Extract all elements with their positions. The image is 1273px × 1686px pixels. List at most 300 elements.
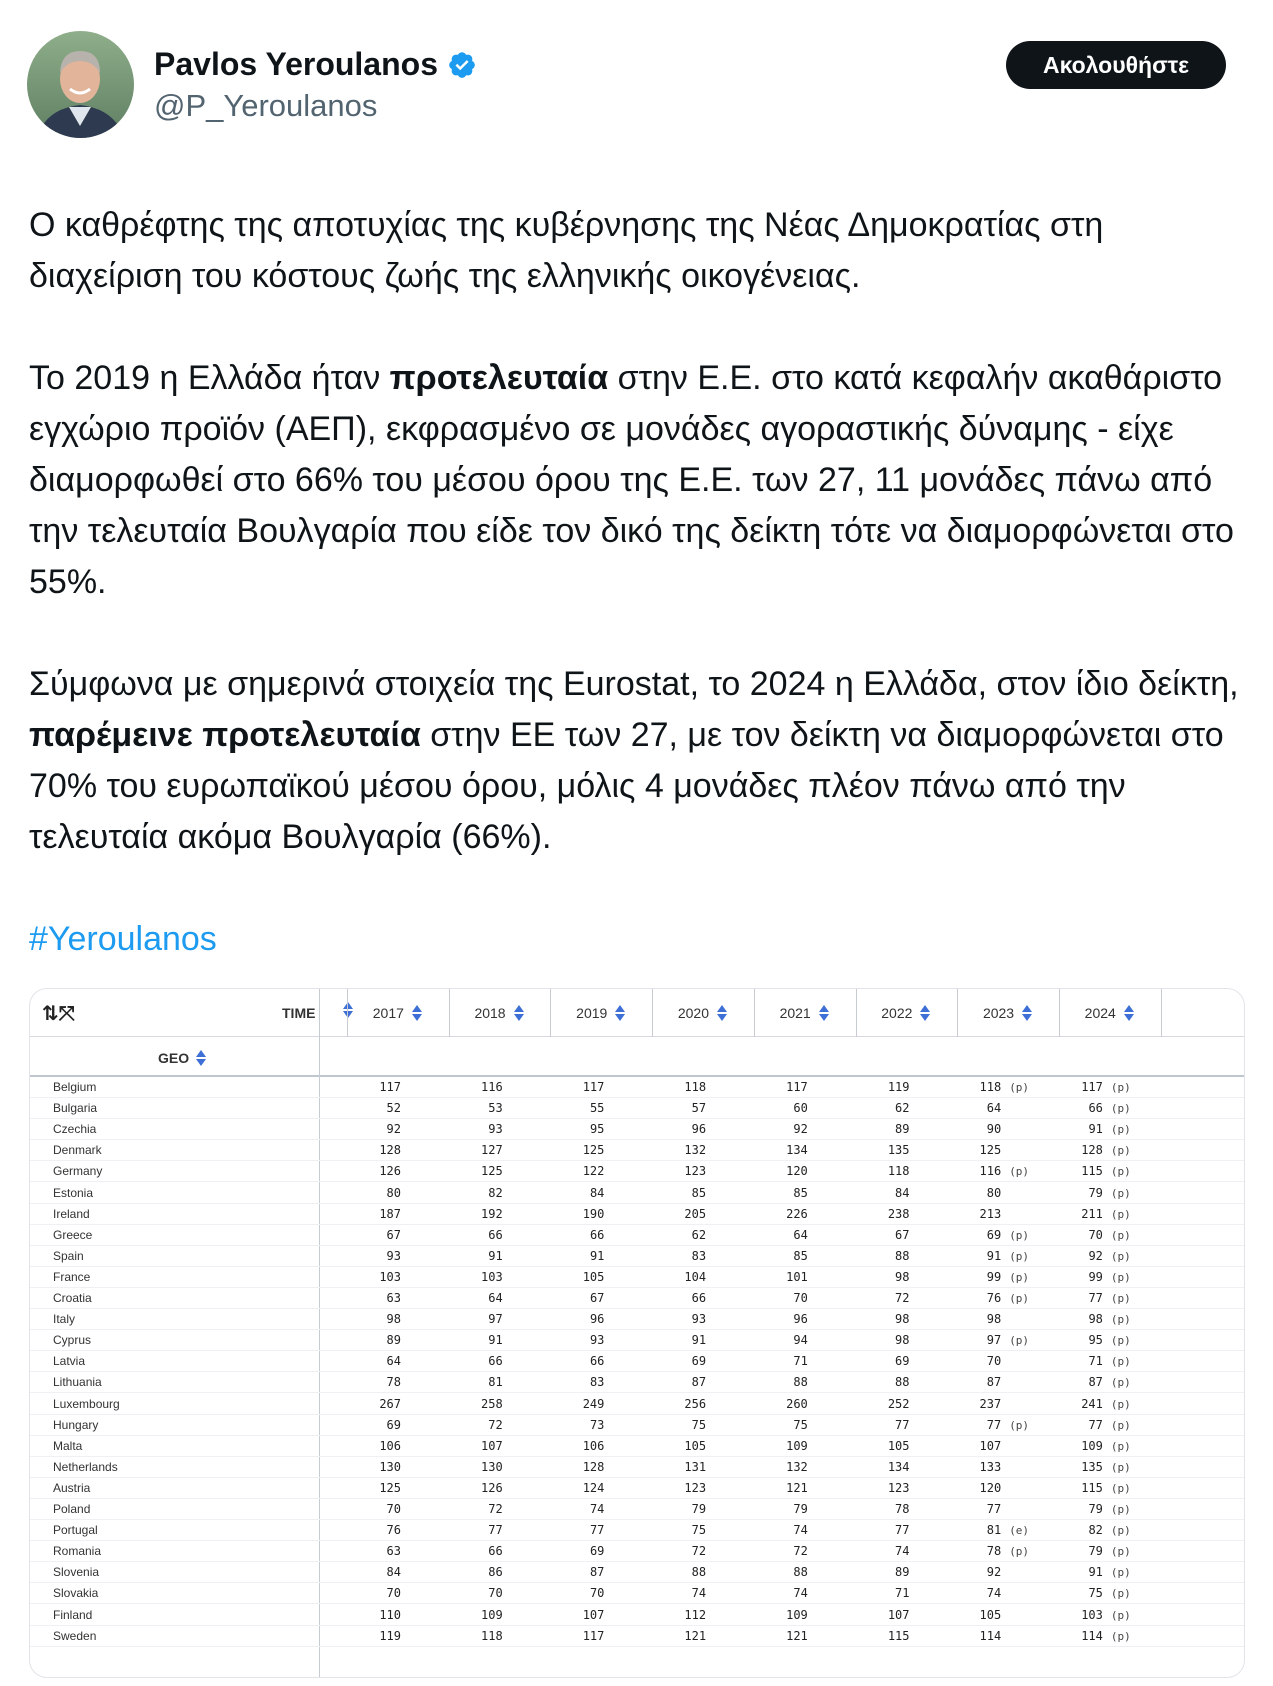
table-row xyxy=(30,1415,1245,1436)
table-cell-value: 241 xyxy=(1081,1396,1103,1411)
table-row xyxy=(30,1499,1245,1520)
table-cell-value: 74 xyxy=(793,1523,808,1538)
country-name: Slovakia xyxy=(53,1586,99,1601)
table-cell-flag: (p) xyxy=(1110,1481,1131,1495)
country-name: Cyprus xyxy=(53,1333,92,1348)
table-cell-flag: (p) xyxy=(1110,1587,1131,1601)
table-cell-value: 97 xyxy=(488,1312,503,1327)
table-row xyxy=(30,1204,1245,1225)
table-cell-value: 117 xyxy=(582,1080,605,1094)
sort-arrows-icon[interactable] xyxy=(614,1004,626,1022)
table-row xyxy=(30,1457,1245,1478)
table-cell-value: 64 xyxy=(488,1291,503,1305)
table-cell-value: 93 xyxy=(691,1312,707,1327)
table-cell-value: 74 xyxy=(895,1544,910,1559)
table-row xyxy=(30,1351,1245,1372)
table-cell-value: 64 xyxy=(793,1227,808,1242)
eurostat-table[interactable] xyxy=(29,988,1245,1678)
table-cell-value: 66 xyxy=(1088,1101,1103,1116)
sort-arrows-icon[interactable] xyxy=(1123,1004,1135,1022)
geo-label-text: GEO xyxy=(158,1050,190,1066)
table-cell-value: 64 xyxy=(986,1101,1002,1116)
table-cell-value: 75 xyxy=(1088,1586,1103,1601)
table-cell-value: 72 xyxy=(488,1502,503,1516)
table-cell-value: 125 xyxy=(379,1480,401,1495)
table-cell-flag: (p) xyxy=(1110,1102,1131,1116)
sort-arrows-icon[interactable] xyxy=(513,1004,525,1022)
country-name: Sweden xyxy=(53,1628,97,1643)
table-row xyxy=(30,1225,1245,1246)
table-cell-value: 79 xyxy=(1088,1544,1103,1559)
table-cell-value: 130 xyxy=(481,1459,503,1474)
table-cell-value: 85 xyxy=(691,1185,707,1200)
table-row xyxy=(30,1309,1245,1330)
table-cell-value: 125 xyxy=(582,1143,605,1158)
column-divider xyxy=(347,989,348,1037)
table-cell-value: 192 xyxy=(481,1206,503,1221)
table-cell-value: 67 xyxy=(589,1291,605,1305)
sort-arrows-icon[interactable] xyxy=(1021,1004,1033,1022)
table-cell-value: 77 xyxy=(895,1417,910,1432)
table-cell-value: 114 xyxy=(979,1628,1002,1643)
sort-arrows-icon[interactable] xyxy=(411,1004,423,1022)
table-cell-value: 118 xyxy=(979,1080,1002,1094)
tweet-text-span: στην ΕΕ των 27, με τον δείκτη να διαμορφώνεται στο 70% του ευρωπαϊκού μέσου όρου, μόλις 4 μονάδες πλέον πάνω από την τελευταία ακόμα Βουλγαρία (66%). xyxy=(29,716,1224,856)
table-cell-value: 92 xyxy=(793,1122,808,1137)
table-cell-value: 88 xyxy=(691,1565,707,1580)
sort-arrows-icon[interactable] xyxy=(818,1004,830,1022)
table-cell-value: 119 xyxy=(379,1628,401,1643)
table-cell-value: 75 xyxy=(793,1417,808,1432)
table-cell-value: 116 xyxy=(481,1080,503,1094)
table-row xyxy=(30,1183,1245,1204)
table-cell-value: 83 xyxy=(589,1375,605,1390)
table-cell-value: 81 xyxy=(986,1523,1002,1538)
table-cell-value: 117 xyxy=(1081,1080,1103,1094)
year-header[interactable] xyxy=(652,989,754,1037)
table-cell-value: 105 xyxy=(582,1269,605,1284)
table-row xyxy=(30,1140,1245,1161)
table-cell-value: 132 xyxy=(684,1143,707,1158)
table-cell-value: 110 xyxy=(379,1607,401,1622)
table-cell-value: 75 xyxy=(691,1417,707,1432)
table-cell-value: 190 xyxy=(582,1206,605,1221)
table-cell-value: 87 xyxy=(589,1565,605,1580)
table-cell-value: 92 xyxy=(386,1122,401,1137)
table-cell-value: 120 xyxy=(786,1164,808,1179)
table-cell-value: 83 xyxy=(691,1248,707,1263)
table-cell-value: 107 xyxy=(887,1607,910,1622)
table-cell-flag: (p) xyxy=(1110,1207,1131,1221)
table-cell-value: 70 xyxy=(488,1586,503,1601)
table-cell-value: 260 xyxy=(786,1396,808,1411)
table-cell-value: 89 xyxy=(895,1122,910,1137)
table-cell-value: 103 xyxy=(1081,1607,1103,1622)
hashtag-link[interactable]: #Yeroulanos xyxy=(29,920,217,958)
table-cell-value: 213 xyxy=(979,1206,1002,1221)
table-cell-value: 238 xyxy=(887,1206,910,1221)
table-cell-value: 91 xyxy=(589,1248,605,1263)
year-header[interactable] xyxy=(347,989,449,1037)
table-cell-value: 79 xyxy=(691,1502,707,1516)
table-cell-value: 94 xyxy=(793,1333,808,1348)
table-cell-value: 121 xyxy=(786,1628,808,1643)
table-cell-value: 62 xyxy=(895,1101,910,1116)
table-cell-value: 134 xyxy=(887,1459,910,1474)
year-label: 2024 xyxy=(1084,1005,1116,1021)
country-name: Romania xyxy=(53,1544,102,1559)
table-cell-value: 98 xyxy=(1088,1312,1103,1327)
table-cell-flag: (p) xyxy=(1110,1313,1131,1327)
table-cell-value: 118 xyxy=(481,1628,503,1643)
verified-badge-icon xyxy=(447,50,477,80)
table-cell-value: 103 xyxy=(481,1269,503,1284)
table-cell-value: 124 xyxy=(582,1480,605,1495)
table-cell-value: 96 xyxy=(589,1312,605,1327)
tweet-text-span: στην Ε.Ε. στο κατά κεφαλήν ακαθάριστο εγχώριο προϊόν (ΑΕΠ), εκφρασμένο σε μονάδες αγοραστικής δύναμης - είχε διαμορφωθεί στο 66% του μέσου όρου της Ε.Ε. των 27, 11 μονάδες πάνω από την τελευταία Βουλγαρία που είδε τον δικό της δείκτη τότε να διαμορφώνεται στο 55%. xyxy=(29,359,1234,601)
year-header[interactable] xyxy=(754,989,856,1037)
table-cell-value: 117 xyxy=(786,1080,808,1094)
country-name: Croatia xyxy=(53,1291,92,1305)
year-header[interactable] xyxy=(449,989,551,1037)
table-cell-value: 71 xyxy=(1088,1354,1103,1369)
table-cell-value: 92 xyxy=(1088,1248,1103,1263)
table-cell-value: 258 xyxy=(481,1396,503,1411)
table-cell-flag: (p) xyxy=(1009,1249,1030,1263)
table-cell-value: 125 xyxy=(481,1164,503,1179)
table-cell-value: 106 xyxy=(582,1438,605,1453)
table-cell-value: 237 xyxy=(979,1396,1002,1411)
table-cell-value: 109 xyxy=(786,1607,808,1622)
country-name: Luxembourg xyxy=(53,1396,120,1411)
table-cell-value: 67 xyxy=(386,1227,401,1242)
table-cell-value: 91 xyxy=(986,1248,1002,1263)
table-cell-value: 130 xyxy=(379,1459,401,1474)
table-cell-value: 101 xyxy=(786,1269,808,1284)
country-name: Finland xyxy=(53,1607,93,1622)
country-name: Spain xyxy=(53,1248,84,1263)
table-cell-value: 70 xyxy=(386,1586,401,1601)
table-cell-value: 66 xyxy=(691,1291,707,1305)
table-row xyxy=(30,1626,1245,1647)
year-header[interactable] xyxy=(550,989,652,1037)
table-cell-value: 135 xyxy=(887,1143,910,1158)
table-cell-value: 96 xyxy=(793,1312,808,1327)
table-cell-value: 72 xyxy=(895,1291,910,1305)
table-cell-value: 88 xyxy=(793,1565,808,1580)
table-cell-value: 70 xyxy=(1088,1227,1103,1242)
table-cell-value: 106 xyxy=(379,1438,401,1453)
table-cell-value: 98 xyxy=(895,1269,910,1284)
table-cell-value: 117 xyxy=(379,1080,401,1094)
table-cell-flag: (p) xyxy=(1009,1165,1030,1179)
table-cell-value: 96 xyxy=(691,1122,707,1137)
geo-header xyxy=(30,1037,1245,1077)
table-cell-value: 80 xyxy=(986,1185,1002,1200)
country-name: Poland xyxy=(53,1502,91,1516)
table-cell-value: 91 xyxy=(1088,1565,1103,1580)
table-cell-flag: (p) xyxy=(1110,1418,1131,1432)
geo-label[interactable] xyxy=(158,1049,207,1067)
table-row xyxy=(30,1161,1245,1182)
sort-arrows-icon[interactable] xyxy=(716,1004,728,1022)
table-row xyxy=(30,1541,1245,1562)
table-cell-value: 252 xyxy=(887,1396,910,1411)
table-row xyxy=(30,1520,1245,1541)
table-cell-value: 82 xyxy=(488,1185,503,1200)
table-cell-value: 81 xyxy=(488,1375,503,1390)
table-cell-value: 77 xyxy=(589,1523,605,1538)
table-cell-flag: (p) xyxy=(1110,1334,1131,1348)
table-cell-value: 226 xyxy=(786,1206,808,1221)
country-name: Slovenia xyxy=(53,1565,100,1580)
table-cell-value: 91 xyxy=(488,1333,503,1348)
table-cell-value: 74 xyxy=(986,1586,1002,1601)
table-cell-flag: (p) xyxy=(1009,1334,1030,1348)
table-cell-value: 55 xyxy=(589,1101,605,1116)
table-cell-flag: (p) xyxy=(1110,1397,1131,1411)
country-name: Ireland xyxy=(53,1206,90,1221)
table-cell-value: 109 xyxy=(786,1438,808,1453)
table-cell-value: 115 xyxy=(1081,1480,1103,1495)
country-name: Denmark xyxy=(53,1143,102,1158)
table-cell-value: 79 xyxy=(793,1502,808,1516)
table-cell-value: 78 xyxy=(386,1375,401,1390)
table-cell-value: 187 xyxy=(379,1206,401,1221)
table-cell-value: 135 xyxy=(1081,1459,1103,1474)
avatar[interactable] xyxy=(27,31,134,138)
table-cell-flag: (p) xyxy=(1009,1270,1030,1284)
table-cell-value: 84 xyxy=(895,1185,910,1200)
table-cell-value: 57 xyxy=(691,1101,707,1116)
table-cell-value: 79 xyxy=(1088,1185,1103,1200)
table-cell-value: 76 xyxy=(986,1291,1002,1305)
table-cell-value: 109 xyxy=(1081,1438,1103,1453)
table-cell-value: 107 xyxy=(582,1607,605,1622)
table-cell-value: 256 xyxy=(684,1396,707,1411)
table-cell-value: 249 xyxy=(582,1396,605,1411)
country-name: Lithuania xyxy=(53,1375,102,1390)
table-cell-flag: (p) xyxy=(1110,1376,1131,1390)
table-cell-value: 74 xyxy=(691,1586,707,1601)
sort-swap-icon[interactable]: ⇅⤧ xyxy=(42,1003,75,1025)
table-cell-value: 114 xyxy=(1081,1628,1103,1643)
table-cell-value: 88 xyxy=(895,1375,910,1390)
table-cell-value: 85 xyxy=(793,1185,808,1200)
table-cell-value: 69 xyxy=(691,1354,707,1369)
table-cell-flag: (p) xyxy=(1110,1165,1131,1179)
table-cell-value: 91 xyxy=(488,1248,503,1263)
table-cell-value: 62 xyxy=(691,1227,707,1242)
table-row xyxy=(30,1562,1245,1583)
table-row xyxy=(30,1119,1245,1140)
table-cell-value: 92 xyxy=(986,1565,1002,1580)
table-cell-value: 66 xyxy=(488,1544,503,1559)
year-header[interactable] xyxy=(856,989,958,1037)
year-label: 2023 xyxy=(982,1005,1015,1021)
table-cell-value: 105 xyxy=(979,1607,1002,1622)
table-cell-value: 133 xyxy=(979,1459,1002,1474)
table-cell-value: 97 xyxy=(986,1333,1002,1348)
year-label: 2017 xyxy=(372,1005,404,1021)
table-cell-value: 77 xyxy=(986,1417,1002,1432)
table-cell-flag: (p) xyxy=(1009,1081,1030,1094)
table-cell-flag: (p) xyxy=(1110,1524,1131,1538)
table-cell-value: 267 xyxy=(379,1396,401,1411)
tweet-bold-span: παρέμεινε προτελευταία xyxy=(29,716,421,754)
table-cell-value: 131 xyxy=(684,1459,707,1474)
table-cell-value: 63 xyxy=(386,1291,401,1305)
table-cell-value: 134 xyxy=(786,1143,808,1158)
table-cell-value: 53 xyxy=(488,1101,503,1116)
table-cell-flag: (p) xyxy=(1009,1228,1030,1242)
table-cell-flag: (p) xyxy=(1009,1418,1030,1432)
table-cell-flag: (p) xyxy=(1110,1608,1131,1622)
follow-button[interactable]: Ακολουθήστε xyxy=(1006,41,1226,89)
table-cell-value: 75 xyxy=(691,1523,707,1538)
table-cell-value: 99 xyxy=(1088,1269,1103,1284)
table-cell-value: 93 xyxy=(488,1122,503,1137)
table-cell-value: 86 xyxy=(488,1565,503,1580)
table-cell-value: 66 xyxy=(488,1354,503,1369)
country-name: Italy xyxy=(53,1312,76,1327)
table-cell-flag: (p) xyxy=(1110,1270,1131,1284)
table-row xyxy=(30,1288,1245,1309)
table-cell-value: 85 xyxy=(793,1248,808,1263)
table-cell-value: 69 xyxy=(386,1417,401,1432)
table-cell-value: 128 xyxy=(1081,1143,1103,1158)
country-name: Netherlands xyxy=(53,1459,118,1474)
table-cell-value: 112 xyxy=(684,1607,707,1622)
table-cell-value: 88 xyxy=(895,1248,910,1263)
table-cell-flag: (p) xyxy=(1009,1292,1030,1305)
table-row xyxy=(30,1098,1245,1119)
table-cell-value: 95 xyxy=(1088,1333,1103,1348)
table-cell-value: 72 xyxy=(793,1544,808,1559)
table-cell-value: 126 xyxy=(379,1164,401,1179)
year-label: 2021 xyxy=(779,1005,811,1021)
tweet-text-span: Σύμφωνα με σημερινά στοιχεία της Eurostat, το 2024 η Ελλάδα, στον ίδιο δείκτη, xyxy=(29,665,1239,703)
table-cell-value: 95 xyxy=(589,1122,605,1137)
table-cell-value: 63 xyxy=(386,1544,401,1559)
tweet-bold-span: προτελευταία xyxy=(389,359,609,397)
table-cell-value: 89 xyxy=(895,1565,910,1580)
user-handle[interactable]: @P_Yeroulanos xyxy=(154,88,378,123)
table-cell-value: 121 xyxy=(786,1480,808,1495)
table-cell-flag: (p) xyxy=(1110,1439,1131,1453)
table-cell-value: 105 xyxy=(887,1438,910,1453)
country-name: Bulgaria xyxy=(53,1101,98,1116)
table-cell-value: 91 xyxy=(1088,1122,1103,1137)
table-cell-value: 70 xyxy=(589,1586,605,1601)
table-cell-value: 123 xyxy=(887,1480,910,1495)
table-cell-value: 121 xyxy=(684,1628,707,1643)
table-cell-value: 84 xyxy=(589,1185,605,1200)
table-cell-value: 120 xyxy=(979,1480,1002,1495)
table-cell-flag: (p) xyxy=(1110,1081,1131,1094)
table-cell-value: 132 xyxy=(786,1459,808,1474)
table-cell-value: 115 xyxy=(887,1628,910,1643)
tweet-paragraph-3 xyxy=(29,659,1254,863)
table-cell-value: 109 xyxy=(481,1607,503,1622)
table-cell-value: 70 xyxy=(986,1354,1002,1369)
country-name: Portugal xyxy=(53,1523,98,1538)
table-cell-value: 80 xyxy=(386,1185,401,1200)
table-cell-flag: (p) xyxy=(1110,1355,1131,1369)
table-cell-value: 77 xyxy=(1088,1417,1103,1432)
table-cell-flag: (p) xyxy=(1110,1292,1131,1305)
table-cell-value: 117 xyxy=(582,1628,605,1643)
country-name: France xyxy=(53,1269,91,1284)
table-cell-flag: (e) xyxy=(1009,1524,1030,1538)
table-cell-flag: (p) xyxy=(1110,1249,1131,1263)
year-header[interactable] xyxy=(957,989,1059,1037)
table-cell-value: 123 xyxy=(684,1480,707,1495)
table-row xyxy=(30,1436,1245,1457)
table-cell-value: 60 xyxy=(793,1101,808,1116)
table-cell-value: 98 xyxy=(986,1312,1002,1327)
table-cell-value: 78 xyxy=(895,1502,910,1516)
table-cell-value: 52 xyxy=(386,1101,401,1116)
country-name: Latvia xyxy=(53,1354,86,1369)
display-name[interactable]: Pavlos Yeroulanos xyxy=(154,46,438,82)
table-cell-value: 98 xyxy=(895,1312,910,1327)
table-cell-value: 93 xyxy=(386,1248,401,1263)
table-cell-value: 71 xyxy=(793,1354,808,1369)
sort-arrows-icon[interactable] xyxy=(195,1049,207,1067)
table-cell-value: 84 xyxy=(386,1565,401,1580)
table-cell-value: 107 xyxy=(481,1438,503,1453)
table-cell-value: 91 xyxy=(691,1333,707,1348)
table-cell-value: 73 xyxy=(589,1417,605,1432)
table-cell-value: 77 xyxy=(488,1523,503,1538)
column-divider xyxy=(1161,989,1162,1037)
table-cell-value: 69 xyxy=(895,1354,910,1369)
table-row xyxy=(30,1478,1245,1499)
table-row xyxy=(30,1077,1245,1098)
table-cell-value: 88 xyxy=(793,1375,808,1390)
table-cell-value: 125 xyxy=(979,1143,1002,1158)
tweet-paragraph-2 xyxy=(29,353,1254,608)
table-row xyxy=(30,1394,1245,1415)
table-cell-value: 64 xyxy=(386,1354,401,1369)
table-cell-value: 118 xyxy=(684,1080,707,1094)
sort-arrows-icon[interactable] xyxy=(919,1004,931,1022)
tweet-text-span: Το 2019 η Ελλάδα ήταν xyxy=(29,359,390,397)
table-cell-flag: (p) xyxy=(1110,1566,1131,1580)
table-cell-flag: (p) xyxy=(1110,1503,1131,1516)
table-cell-value: 107 xyxy=(979,1438,1002,1453)
table-cell-flag: (p) xyxy=(1110,1144,1131,1158)
table-cell-value: 103 xyxy=(379,1269,401,1284)
table-cell-flag: (p) xyxy=(1110,1460,1131,1474)
table-cell-value: 128 xyxy=(379,1143,401,1158)
table-cell-value: 99 xyxy=(986,1269,1002,1284)
country-name: Belgium xyxy=(53,1080,97,1094)
table-cell-value: 66 xyxy=(589,1354,605,1369)
country-name: Estonia xyxy=(53,1185,94,1200)
table-cell-value: 87 xyxy=(1088,1375,1103,1390)
country-name: Hungary xyxy=(53,1417,99,1432)
country-name: Czechia xyxy=(53,1122,97,1137)
year-header[interactable] xyxy=(1059,989,1161,1037)
year-label: 2020 xyxy=(677,1005,710,1021)
table-row xyxy=(30,1267,1245,1288)
table-cell-value: 66 xyxy=(488,1227,503,1242)
year-label: 2022 xyxy=(881,1005,913,1021)
table-row xyxy=(30,1583,1245,1604)
table-cell-value: 119 xyxy=(887,1080,910,1094)
